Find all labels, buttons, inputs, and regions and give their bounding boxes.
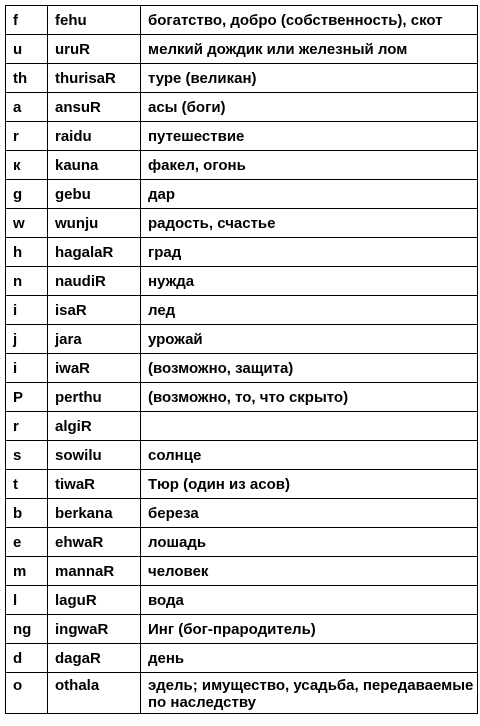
table-row	[6, 267, 478, 296]
rune-name-cell: tiwaR	[48, 470, 141, 499]
table-row	[6, 6, 478, 35]
rune-name-cell: uruR	[48, 35, 141, 64]
letter-cell: m	[6, 557, 48, 586]
letter-cell: j	[6, 325, 48, 354]
letter-cell: s	[6, 441, 48, 470]
table-row	[6, 151, 478, 180]
meaning-cell: урожай	[141, 325, 478, 354]
letter-cell: h	[6, 238, 48, 267]
table-row	[6, 122, 478, 151]
table-row	[6, 209, 478, 238]
table-row	[6, 528, 478, 557]
letter-cell: b	[6, 499, 48, 528]
letter-cell: ng	[6, 615, 48, 644]
rune-name-cell: thurisaR	[48, 64, 141, 93]
meaning-cell	[141, 412, 478, 441]
rune-name-cell: kauna	[48, 151, 141, 180]
meaning-cell: лошадь	[141, 528, 478, 557]
rune-name-cell: ehwaR	[48, 528, 141, 557]
letter-cell: e	[6, 528, 48, 557]
table-row	[6, 93, 478, 122]
rune-name-cell: isaR	[48, 296, 141, 325]
rune-name-cell: raidu	[48, 122, 141, 151]
table-row	[6, 412, 478, 441]
rune-name-cell: mannaR	[48, 557, 141, 586]
rune-name-cell: naudiR	[48, 267, 141, 296]
table-row	[6, 557, 478, 586]
meaning-cell: туре (великан)	[141, 64, 478, 93]
rune-name-cell: berkana	[48, 499, 141, 528]
table-row	[6, 238, 478, 267]
table-row	[6, 180, 478, 209]
meaning-cell: мелкий дождик или железный лом	[141, 35, 478, 64]
rune-name-cell: othala	[48, 673, 141, 714]
meaning-cell: Инг (бог-прародитель)	[141, 615, 478, 644]
rune-name-cell: ansuR	[48, 93, 141, 122]
rune-table	[5, 5, 478, 714]
rune-table-body	[6, 6, 478, 714]
letter-cell: i	[6, 296, 48, 325]
rune-name-cell: hagalaR	[48, 238, 141, 267]
letter-cell: f	[6, 6, 48, 35]
meaning-cell: факел, огонь	[141, 151, 478, 180]
rune-name-cell: dagaR	[48, 644, 141, 673]
letter-cell: a	[6, 93, 48, 122]
letter-cell: t	[6, 470, 48, 499]
meaning-cell: радость, счастье	[141, 209, 478, 238]
letter-cell: к	[6, 151, 48, 180]
rune-name-cell: wunju	[48, 209, 141, 238]
rune-name-cell: ingwaR	[48, 615, 141, 644]
letter-cell: r	[6, 122, 48, 151]
table-row	[6, 383, 478, 412]
rune-name-cell: perthu	[48, 383, 141, 412]
letter-cell: i	[6, 354, 48, 383]
table-row	[6, 35, 478, 64]
meaning-cell: (возможно, защита)	[141, 354, 478, 383]
meaning-cell: эдель; имущество, усадьба, передаваемые по наследству	[141, 673, 478, 714]
meaning-cell: (возможно, то, что скрыто)	[141, 383, 478, 412]
table-row	[6, 354, 478, 383]
letter-cell: w	[6, 209, 48, 238]
meaning-cell: дар	[141, 180, 478, 209]
meaning-cell: Тюр (один из асов)	[141, 470, 478, 499]
letter-cell: P	[6, 383, 48, 412]
meaning-cell: день	[141, 644, 478, 673]
table-row	[6, 499, 478, 528]
meaning-cell: град	[141, 238, 478, 267]
table-row	[6, 296, 478, 325]
meaning-cell: богатство, добро (собственность), скот	[141, 6, 478, 35]
rune-name-cell: gebu	[48, 180, 141, 209]
rune-name-cell: fehu	[48, 6, 141, 35]
rune-name-cell: algiR	[48, 412, 141, 441]
letter-cell: n	[6, 267, 48, 296]
meaning-cell: лед	[141, 296, 478, 325]
rune-name-cell: iwaR	[48, 354, 141, 383]
letter-cell: u	[6, 35, 48, 64]
letter-cell: o	[6, 673, 48, 714]
table-row	[6, 325, 478, 354]
table-row	[6, 615, 478, 644]
letter-cell: r	[6, 412, 48, 441]
meaning-cell: солнце	[141, 441, 478, 470]
letter-cell: l	[6, 586, 48, 615]
table-row	[6, 586, 478, 615]
meaning-cell: нужда	[141, 267, 478, 296]
letter-cell: th	[6, 64, 48, 93]
table-row	[6, 470, 478, 499]
letter-cell: g	[6, 180, 48, 209]
rune-name-cell: laguR	[48, 586, 141, 615]
meaning-cell: береза	[141, 499, 478, 528]
letter-cell: d	[6, 644, 48, 673]
table-row	[6, 673, 478, 714]
rune-name-cell: sowilu	[48, 441, 141, 470]
meaning-cell: путешествие	[141, 122, 478, 151]
table-row	[6, 64, 478, 93]
rune-name-cell: jara	[48, 325, 141, 354]
meaning-cell: вода	[141, 586, 478, 615]
meaning-cell: человек	[141, 557, 478, 586]
meaning-cell: асы (боги)	[141, 93, 478, 122]
table-row	[6, 644, 478, 673]
table-row	[6, 441, 478, 470]
